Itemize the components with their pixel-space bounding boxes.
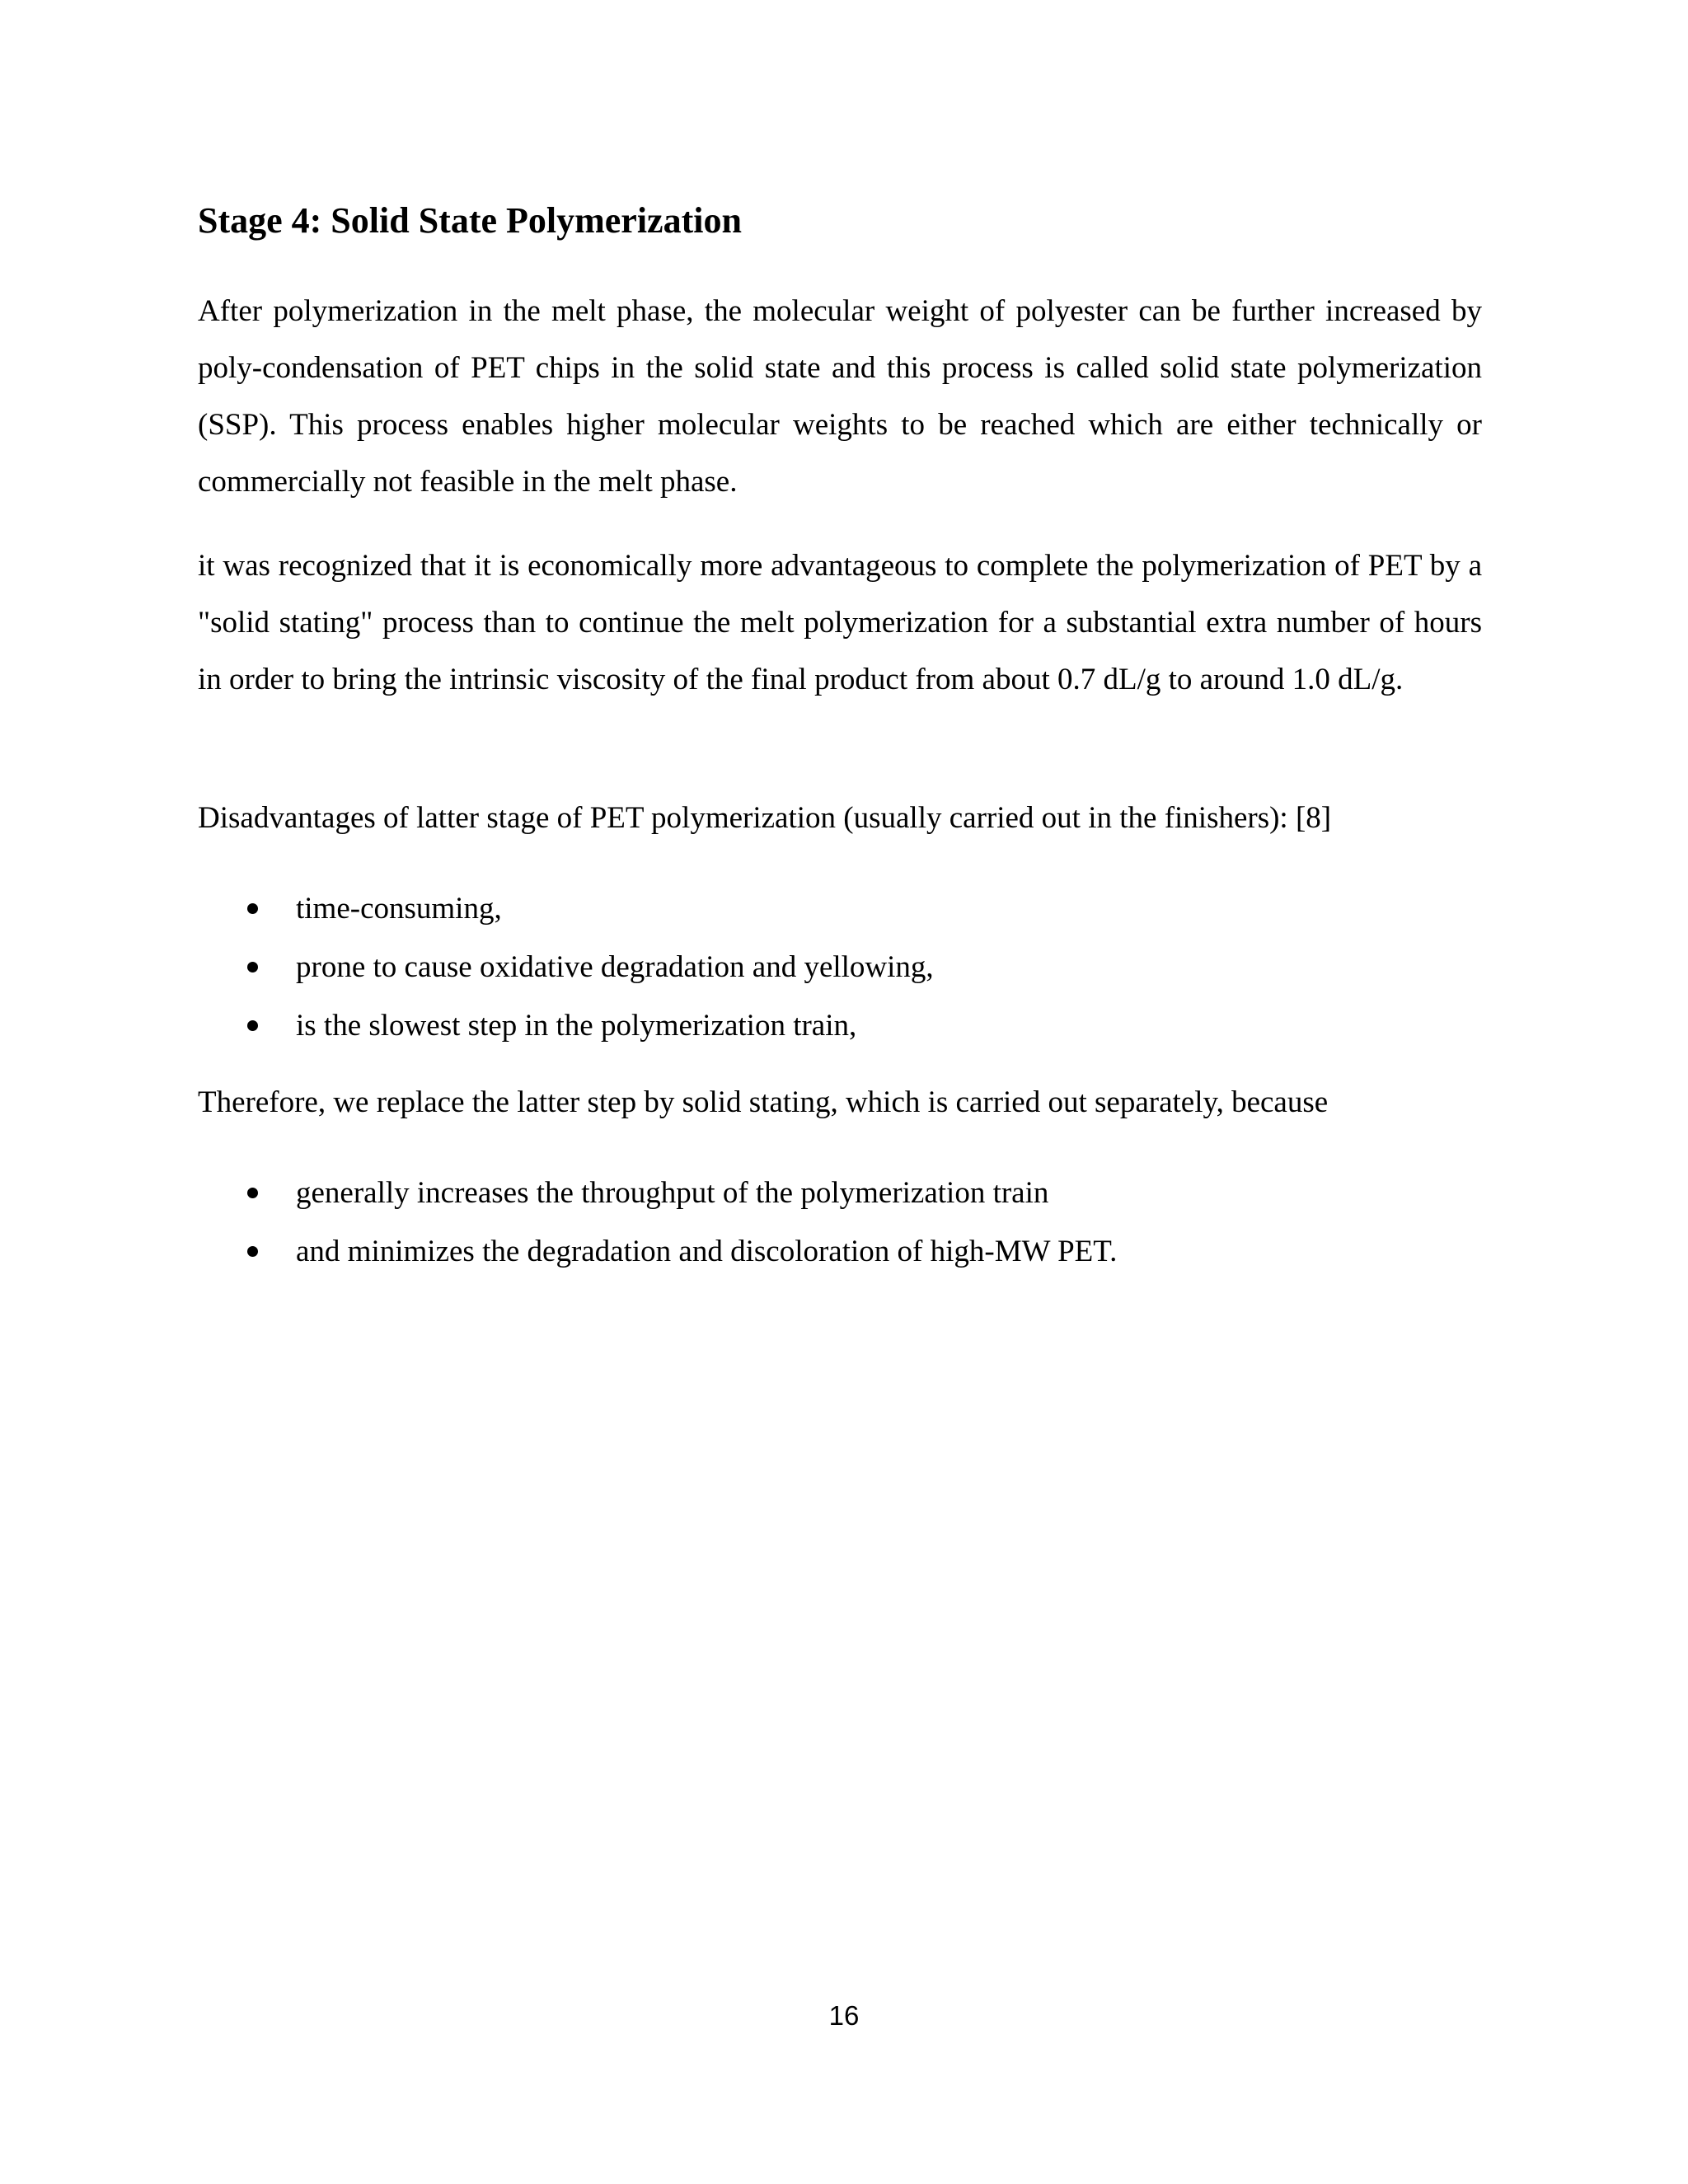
bullet-icon [247,1188,258,1198]
bullet-icon [247,1246,258,1257]
list-item-text: time-consuming, [296,892,502,926]
list-item-text: prone to cause oxidative degradation and yellowing, [296,950,934,984]
page-number: 16 [828,2000,860,2031]
bullet-icon [247,962,258,972]
section-heading: Stage 4: Solid State Polymerization [198,200,742,241]
bullet-icon [247,1020,258,1031]
paragraph-solid-stating: it was recognized that it is economically more advantageous to complete the polymerization of PET by a "solid stating" process than to continue the melt polymerization for a substantial extra number of hours in order to bring the intrinsic viscosity of the final product from about 0.7 dL/g to around 1.0 dL/g. [198,549,1482,696]
paragraph-disadvantages-intro: Disadvantages of latter stage of PET polymerization (usually carried out in the finishers): [8] [198,801,1332,835]
paragraph-therefore: Therefore, we replace the latter step by solid stating, which is carried out separately, because [198,1085,1329,1119]
list-item-text: generally increases the throughput of the polymerization train [296,1176,1049,1210]
list-item-text: and minimizes the degradation and discoloration of high-MW PET. [296,1235,1118,1268]
bullet-icon [247,903,258,914]
paragraph-melt-phase: After polymerization in the melt phase, the molecular weight of polyester can be further increased by poly-condensation of PET chips in the solid state and this process is called solid state polymerization (SSP). This process enables higher molecular weights to be reached which are either technically or commercially not feasible in the melt phase. [198,294,1482,499]
list-item-text: is the slowest step in the polymerization train, [296,1009,857,1043]
